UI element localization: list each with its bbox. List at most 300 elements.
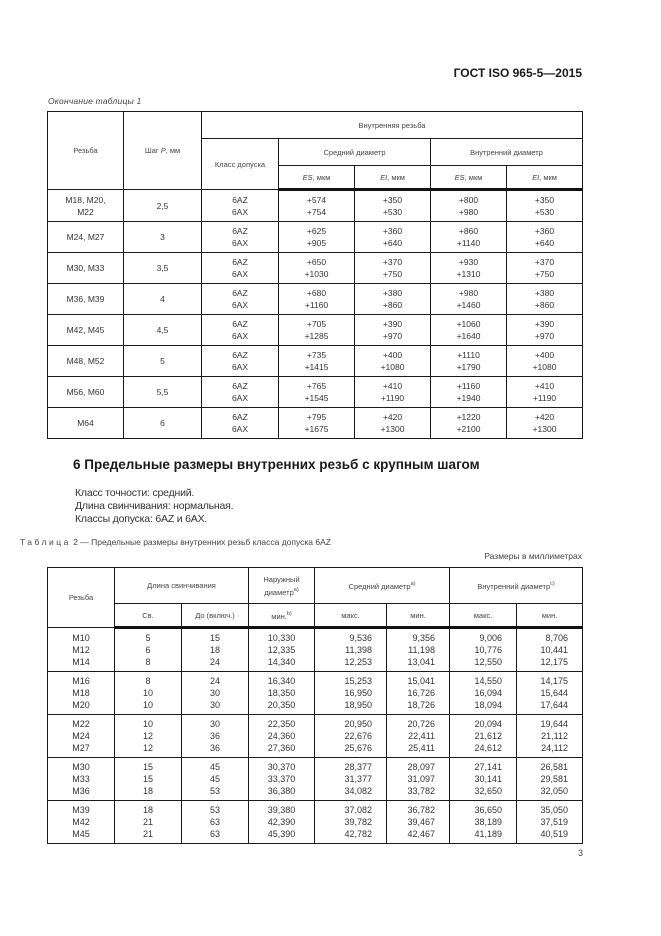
thread-cell-value: M12: [72, 644, 90, 655]
major-min-cell-value: 12,335: [267, 645, 296, 655]
pitch-cell: 4,5: [124, 315, 202, 346]
thread-cell: [48, 715, 115, 758]
tolerance-class-cell: [202, 253, 279, 284]
pd-es-cell-value: +680: [306, 288, 327, 298]
md-max-cell: [450, 715, 517, 758]
md-es-cell-value: +930: [458, 257, 479, 267]
header-pd-es: ES, мкм: [279, 166, 355, 190]
md-es-cell-value: +800: [458, 195, 479, 205]
major-min-cell-value: 10,330: [267, 633, 296, 643]
pd-ei-cell: [355, 315, 431, 346]
md-ei-cell: [507, 377, 583, 408]
pd-min-cell: [387, 801, 450, 844]
pd-ei-cell-value: +400: [382, 350, 403, 360]
pd-min-cell-value: 9,356: [412, 633, 436, 643]
thread-cell: M36, M39: [48, 284, 124, 315]
pd-ei-cell: [355, 408, 431, 439]
pd-es-cell-value: +625: [306, 226, 327, 236]
md-ei-cell-value: +970: [534, 331, 555, 341]
pd-es-cell-value: +1545: [304, 393, 329, 403]
md-ei-cell-value: +400: [534, 350, 555, 360]
md-ei-cell-value: +1300: [532, 424, 557, 434]
pd-min-cell-value: 18,726: [407, 700, 436, 710]
md-ei-cell-value: +640: [534, 238, 555, 248]
md-ei-cell-value: +530: [534, 207, 555, 217]
pd-min-cell-value: 16,726: [407, 688, 436, 698]
md-min-cell-value: 14,175: [540, 676, 569, 686]
over-cell-value: 21: [142, 817, 153, 827]
pd-es-cell: [279, 284, 355, 315]
tolerance-class-cell-value: 6AZ: [232, 257, 248, 267]
pd-min-cell-value: 11,198: [408, 645, 436, 655]
md-es-cell-value: +980: [458, 288, 479, 298]
header-pd-max: макс.: [315, 604, 387, 628]
pd-es-cell: [279, 253, 355, 284]
up-to-cell: [182, 672, 249, 715]
tolerance-class-cell-value: 6AX: [231, 362, 249, 372]
header-over: Св.: [115, 604, 182, 628]
md-es-cell-value: +1460: [456, 300, 481, 310]
thread-cell: M30, M33: [48, 253, 124, 284]
pd-es-cell-value: +574: [306, 195, 327, 205]
up-to-cell-value: 30: [210, 700, 221, 710]
pitch-cell: 5,5: [124, 377, 202, 408]
over-cell-value: 18: [142, 786, 153, 796]
md-es-cell: [431, 253, 507, 284]
thread-cell: [48, 801, 115, 844]
pd-ei-cell-value: +370: [382, 257, 403, 267]
pd-max-cell: [315, 672, 387, 715]
table-row: [48, 190, 583, 222]
pd-min-cell: [387, 628, 450, 672]
md-ei-cell: [507, 190, 583, 222]
pd-es-cell: [279, 190, 355, 222]
md-max-cell-value: 9,006: [479, 633, 503, 643]
md-max-cell-value: 38,189: [474, 817, 503, 827]
over-cell-value: 5: [145, 633, 151, 643]
table-row: [48, 377, 583, 408]
over-cell-value: 12: [142, 731, 153, 741]
md-es-cell-value: +860: [458, 226, 479, 236]
pd-max-cell: [315, 628, 387, 672]
pd-min-cell-value: 15,041: [407, 676, 436, 686]
pd-max-cell: [315, 715, 387, 758]
md-min-cell-value: 15,644: [540, 688, 569, 698]
thread-cell-value: M22: [72, 719, 90, 729]
md-es-cell-value: +1940: [456, 393, 481, 403]
md-max-cell: [450, 628, 517, 672]
header-pd-min: мин.: [387, 604, 450, 628]
table-row-group: [48, 801, 583, 844]
pd-es-cell: [279, 408, 355, 439]
md-max-cell-value: 16,094: [474, 688, 503, 698]
major-min-cell-value: 24,360: [267, 731, 296, 741]
major-min-cell-value: 16,340: [267, 676, 296, 686]
over-cell-value: 10: [142, 719, 153, 729]
md-min-cell-value: 29,581: [540, 774, 569, 784]
pd-es-cell-value: +1160: [304, 300, 329, 310]
pd-es-cell: [279, 222, 355, 253]
major-min-cell-value: 42,390: [267, 817, 296, 827]
pd-min-cell-value: 39,467: [407, 817, 436, 827]
header-minor-diameter: Внутренний диаметр$^{c)}$: [450, 568, 583, 604]
md-es-cell: [431, 222, 507, 253]
pd-ei-cell: [355, 377, 431, 408]
tolerance-class-cell: [202, 377, 279, 408]
md-min-cell-value: 24,112: [541, 743, 569, 753]
md-max-cell: [450, 758, 517, 801]
pd-max-cell-value: 42,782: [344, 829, 373, 839]
pd-min-cell-value: 33,782: [407, 786, 436, 796]
up-to-cell-value: 24: [210, 657, 221, 667]
over-cell-value: 15: [142, 762, 153, 772]
table-row: [48, 315, 583, 346]
header-thread: Резьба: [48, 568, 115, 628]
md-max-cell: [450, 672, 517, 715]
pd-min-cell: [387, 758, 450, 801]
over-cell-value: 12: [142, 743, 153, 753]
pd-max-cell-value: 12,253: [344, 657, 373, 667]
md-es-cell: [431, 377, 507, 408]
header-pd-ei: EI, мкм: [355, 166, 431, 190]
header-up-to: До (включ.): [182, 604, 249, 628]
major-min-cell: [249, 758, 315, 801]
md-es-cell-value: +1140: [456, 238, 481, 248]
md-es-cell-value: +1310: [456, 269, 481, 279]
thread-cell-value: M24: [72, 731, 90, 741]
thread-cell-value: M36: [72, 786, 90, 796]
over-cell: [115, 758, 182, 801]
pd-max-cell-value: 22,676: [344, 731, 373, 741]
pd-es-cell-value: +1415: [304, 362, 329, 372]
pitch-cell: 5: [124, 346, 202, 377]
pd-es-cell-value: +650: [306, 257, 327, 267]
tolerance-class-cell-value: 6AX: [231, 206, 249, 217]
thread-cell-value: M10: [72, 632, 90, 643]
pd-max-cell-value: 20,950: [344, 719, 373, 729]
md-ei-cell-value: +860: [534, 300, 555, 310]
over-cell-value: 6: [145, 645, 151, 655]
md-max-cell-value: 30,141: [474, 774, 503, 784]
pd-max-cell-value: 16,950: [344, 688, 373, 698]
header-major-min: мин.$^{b)}$: [249, 604, 315, 628]
md-min-cell-value: 8,706: [545, 633, 569, 643]
document-id: ГОСТ ISO 965-5—2015: [453, 66, 582, 80]
pd-min-cell: [387, 672, 450, 715]
md-es-cell-value: +980: [458, 207, 479, 217]
md-es-cell-value: +1790: [456, 362, 481, 372]
table1-continuation-caption: Окончание таблицы 1: [48, 96, 142, 106]
pd-max-cell-value: 25,676: [344, 743, 373, 753]
major-min-cell: [249, 715, 315, 758]
pd-es-cell-value: +1285: [304, 331, 329, 341]
pd-es-cell-value: +905: [306, 238, 327, 248]
pd-es-cell-value: +765: [306, 381, 327, 391]
md-es-cell-value: +1220: [456, 412, 481, 422]
md-max-cell-value: 18,094: [474, 700, 503, 710]
pd-max-cell: [315, 758, 387, 801]
pd-ei-cell: [355, 222, 431, 253]
pd-min-cell-value: 31,097: [407, 774, 436, 784]
thread-cell: M64: [48, 408, 124, 439]
tolerance-class-cell-value: 6AX: [231, 269, 249, 279]
pd-ei-cell-value: +750: [382, 269, 403, 279]
pd-ei-cell-value: +530: [382, 207, 403, 217]
md-ei-cell: [507, 222, 583, 253]
tolerance-class-cell: [202, 346, 279, 377]
pd-min-cell-value: 22,411: [408, 731, 436, 741]
over-cell: [115, 628, 182, 672]
md-ei-cell: [507, 315, 583, 346]
pd-max-cell-value: 37,082: [344, 805, 373, 815]
pd-es-cell-value: +1675: [304, 424, 329, 434]
pd-ei-cell-value: +1300: [380, 424, 405, 434]
major-min-cell-value: 14,340: [267, 657, 296, 667]
pd-ei-cell-value: +360: [382, 226, 403, 236]
md-min-cell-value: 26,581: [540, 762, 569, 772]
md-ei-cell-value: +350: [534, 195, 555, 205]
header-pitch-diameter: Средний диаметр: [279, 139, 431, 166]
tolerance-class-cell-value: 6AZ: [232, 412, 248, 422]
md-max-cell: [450, 801, 517, 844]
thread-cell: M24, M27: [48, 222, 124, 253]
thread-cell-value: M27: [72, 743, 90, 753]
up-to-cell-value: 24: [210, 676, 221, 686]
thread-cell-value: M42: [72, 817, 90, 827]
table-row-group: [48, 758, 583, 801]
md-min-cell-value: 10,441: [540, 645, 569, 655]
pitch-cell: 6: [124, 408, 202, 439]
md-es-cell-value: +1110: [457, 350, 480, 360]
major-min-cell-value: 36,380: [267, 786, 296, 796]
over-cell-value: 21: [142, 829, 153, 839]
md-max-cell-value: 24,612: [474, 743, 503, 753]
pd-min-cell: [387, 715, 450, 758]
tolerance-class-cell: [202, 408, 279, 439]
tolerance-class-cell-value: 6AX: [231, 393, 249, 403]
header-md-ei: EI, мкм: [507, 166, 583, 190]
table-row: [48, 408, 583, 439]
md-max-cell-value: 10,776: [474, 645, 503, 655]
over-cell: [115, 672, 182, 715]
header-md-min: мин.: [517, 604, 583, 628]
over-cell: [115, 715, 182, 758]
pd-ei-cell: [355, 284, 431, 315]
up-to-cell: [182, 758, 249, 801]
md-min-cell-value: 21,112: [541, 731, 569, 741]
pitch-cell: 2,5: [124, 190, 202, 222]
up-to-cell-value: 36: [210, 743, 221, 753]
accuracy-class-line: Класс точности: средний.: [75, 487, 195, 499]
md-min-cell-value: 40,519: [540, 829, 569, 839]
pd-es-cell-value: +735: [306, 350, 327, 360]
pd-ei-cell: [355, 253, 431, 284]
major-min-cell-value: 18,350: [267, 688, 296, 698]
pd-es-cell-value: +1030: [304, 269, 329, 279]
pd-max-cell: [315, 801, 387, 844]
md-ei-cell-value: +360: [534, 226, 555, 236]
md-ei-cell: [507, 408, 583, 439]
md-ei-cell-value: +370: [534, 257, 555, 267]
tolerance-class-cell-value: 6AX: [231, 238, 249, 248]
md-max-cell-value: 41,189: [474, 829, 503, 839]
over-cell: [115, 801, 182, 844]
md-min-cell: [517, 715, 583, 758]
up-to-cell-value: 63: [210, 817, 221, 827]
up-to-cell-value: 18: [210, 645, 221, 655]
header-pitch-diameter: Средний диаметр$^{a)}$: [315, 568, 450, 604]
section-6-title: 6 Предельные размеры внутренних резьб с крупным шагом: [73, 457, 480, 472]
up-to-cell-value: 15: [210, 633, 221, 643]
pd-es-cell-value: +705: [306, 319, 327, 329]
md-min-cell: [517, 672, 583, 715]
thread-cell-value: M14: [72, 656, 90, 667]
tolerance-class-cell: [202, 222, 279, 253]
pd-max-cell-value: 28,377: [344, 762, 373, 772]
table-row: [48, 284, 583, 315]
over-cell-value: 15: [142, 774, 153, 784]
major-min-cell-value: 30,370: [267, 762, 296, 772]
pd-es-cell-value: +754: [306, 207, 327, 217]
md-max-cell-value: 12,550: [474, 657, 503, 667]
page-number: 3: [578, 848, 584, 858]
pitch-cell: 4: [124, 284, 202, 315]
over-cell-value: 8: [145, 657, 151, 667]
pd-es-cell: [279, 346, 355, 377]
md-max-cell-value: 27,141: [474, 762, 503, 772]
md-min-cell: [517, 758, 583, 801]
md-es-cell: [431, 284, 507, 315]
header-minor-diameter: Внутренний диаметр: [431, 139, 583, 166]
pd-ei-cell-value: +970: [382, 331, 403, 341]
tolerance-class-cell-value: 6AZ: [232, 226, 248, 236]
md-min-cell-value: 32,050: [540, 786, 569, 796]
table-row-group: [48, 715, 583, 758]
md-es-cell: [431, 190, 507, 222]
header-tolerance-class: Класс допуска: [202, 139, 279, 190]
md-min-cell-value: 12,175: [540, 657, 569, 667]
thread-cell-value: M39: [72, 805, 90, 815]
header-major-diameter: Наружный диаметр$^{a)}$: [249, 568, 315, 604]
thread-cell: M48, M52: [48, 346, 124, 377]
md-ei-cell-value: +750: [534, 269, 555, 279]
pd-max-cell-value: 18,950: [344, 700, 373, 710]
up-to-cell-value: 30: [210, 688, 221, 698]
major-min-cell-value: 45,390: [267, 829, 296, 839]
up-to-cell: [182, 715, 249, 758]
md-ei-cell-value: +1080: [532, 362, 557, 372]
table-row: [48, 222, 583, 253]
thread-cell: [48, 628, 115, 672]
thread-cell-value: M20: [72, 700, 90, 710]
md-min-cell-value: 35,050: [540, 805, 569, 815]
thread-cell-value: M30: [72, 762, 90, 772]
md-es-cell-value: +1640: [456, 331, 481, 341]
thread-cell-value: M16: [72, 676, 90, 686]
pd-ei-cell-value: +640: [382, 238, 403, 248]
thread-cell-value: M18: [72, 688, 90, 698]
thread-cell: [48, 758, 115, 801]
up-to-cell-value: 45: [210, 774, 221, 784]
header-pitch: Шаг P, мм: [124, 112, 202, 190]
header-engagement-length: Длина свинчивания: [115, 568, 249, 604]
md-max-cell-value: 20,094: [474, 719, 503, 729]
tolerance-class-cell: [202, 315, 279, 346]
md-max-cell-value: 36,650: [474, 805, 503, 815]
md-ei-cell-value: +420: [534, 412, 555, 422]
tolerance-class-cell: [202, 190, 279, 222]
pd-max-cell-value: 39,782: [344, 817, 373, 827]
md-es-cell-value: +1160: [456, 381, 481, 391]
over-cell-value: 8: [145, 676, 151, 686]
pd-es-cell: [279, 377, 355, 408]
tolerance-classes-line: Классы допуска: 6AZ и 6AX.: [75, 513, 208, 525]
pd-min-cell-value: 25,411: [408, 743, 436, 753]
table2-caption: Таблица 2 — Предельные размеры внутренних резьб класса допуска 6AZ: [20, 537, 331, 547]
md-es-cell: [431, 315, 507, 346]
tolerance-class-cell-value: 6AX: [231, 300, 249, 310]
up-to-cell-value: 45: [210, 762, 221, 772]
major-min-cell: [249, 628, 315, 672]
pd-max-cell-value: 9,536: [349, 633, 373, 643]
md-min-cell-value: 17,644: [540, 700, 569, 710]
tolerance-class-cell-value: 6AZ: [232, 288, 248, 298]
over-cell-value: 10: [142, 688, 153, 698]
thread-cell: M42, M45: [48, 315, 124, 346]
pd-min-cell-value: 42,467: [407, 829, 436, 839]
tolerance-class-cell-value: 6AZ: [232, 350, 248, 360]
pd-ei-cell: [355, 190, 431, 222]
tolerance-class-cell-value: 6AX: [231, 424, 249, 434]
up-to-cell-value: 63: [210, 829, 221, 839]
md-ei-cell-value: +380: [534, 288, 555, 298]
pd-es-cell: [279, 315, 355, 346]
header-thread: Резьба: [48, 112, 124, 190]
tolerance-class-cell: [202, 284, 279, 315]
tolerance-class-cell-value: 6AZ: [232, 381, 248, 391]
pd-max-cell-value: 34,082: [344, 786, 373, 796]
over-cell-value: 18: [142, 805, 153, 815]
pd-ei-cell-value: +410: [382, 381, 403, 391]
thread-cell: [48, 672, 115, 715]
thread-cell: M18, M20, M22: [48, 190, 124, 222]
major-min-cell-value: 27,360: [267, 743, 296, 753]
pd-ei-cell-value: +1190: [380, 393, 405, 403]
major-min-cell-value: 33,370: [267, 774, 296, 784]
table2: [47, 567, 583, 844]
pd-max-cell-value: 15,253: [344, 676, 373, 686]
thread-cell: M56, M60: [48, 377, 124, 408]
up-to-cell: [182, 801, 249, 844]
major-min-cell-value: 39,380: [267, 805, 296, 815]
md-max-cell-value: 14,550: [474, 676, 503, 686]
up-to-cell-value: 30: [210, 719, 221, 729]
md-min-cell-value: 19,644: [540, 719, 569, 729]
pd-ei-cell-value: +1080: [380, 362, 405, 372]
md-ei-cell-value: +410: [534, 381, 555, 391]
major-min-cell: [249, 801, 315, 844]
major-min-cell-value: 22,350: [267, 719, 296, 729]
header-md-es: ES, мкм: [431, 166, 507, 190]
table-row: [48, 346, 583, 377]
pd-min-cell-value: 20,726: [407, 719, 436, 729]
pd-ei-cell-value: +390: [382, 319, 403, 329]
md-es-cell-value: +2100: [456, 424, 481, 434]
thread-cell-value: M33: [72, 774, 90, 784]
pd-es-cell-value: +795: [306, 412, 327, 422]
md-max-cell-value: 32,650: [474, 786, 503, 796]
md-es-cell: [431, 408, 507, 439]
